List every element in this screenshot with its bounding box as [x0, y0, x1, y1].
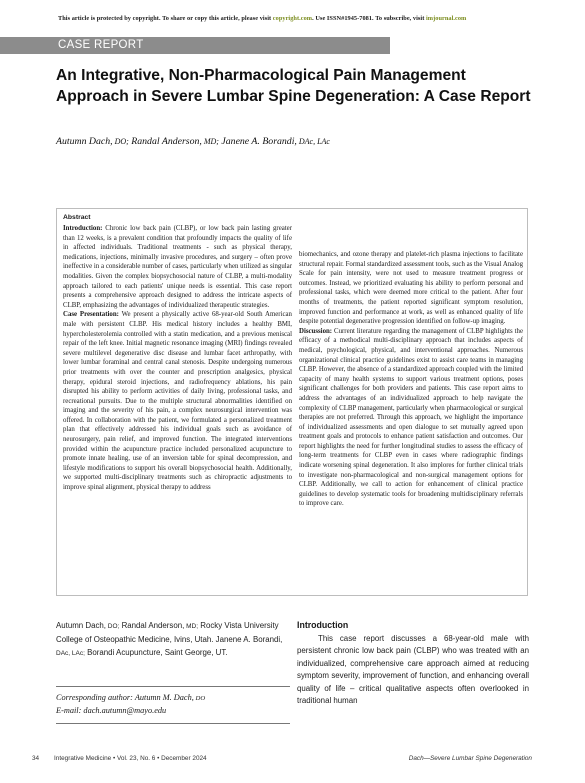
affil-institution-2: Borandi Acupuncture, Saint George, UT.: [84, 648, 228, 657]
case-subhead: Case Presentation:: [63, 311, 119, 319]
affil-institution-1: Rocky Vista University College of Osteopathic Medicine, Ivins, Utah. Janene A. Borandi,: [56, 621, 283, 644]
author-list: [56, 136, 536, 147]
page-number: 34: [32, 755, 40, 762]
notice-middle: . Use ISSN#1945-7081. To subscribe, visit: [312, 15, 426, 22]
abstract-heading: Abstract: [63, 214, 91, 221]
author-2: Randal Anderson,: [128, 136, 202, 147]
abstract-right-column: [299, 250, 523, 509]
discussion-subhead: Discussion:: [299, 327, 333, 335]
journal-citation: Integrative Medicine • Vol. 23, No. 6 • December 2024: [54, 755, 207, 762]
affil-name-2: Randal Anderson,: [119, 621, 185, 630]
affil-name-1: Autumn Dach,: [56, 621, 106, 630]
affil-cred-2: MD;: [184, 623, 199, 630]
article-title: An Integrative, Non-Pharmacological Pain Management Approach in Severe Lumbar Spine Degeneration: A Case Report: [56, 67, 531, 105]
case-continued-text: biomechanics, and ozone therapy and platelet-rich plasma injections to facilitate structural repair. Formal standardized assessment tools, such as the Visual Analog Scale for pain intensity, were not used to measure treatment progress or outcomes. Instead, we prioritized evaluating his ability to perform personal and professional tasks, which were deemed more critical to the patient. After four months of treatments, the patient reported significant symptom resolution, improved function and performance at work, as well as enhanced quality of life despite potential degenerative progression identified on follow-up imaging.: [299, 251, 523, 326]
divider: [56, 723, 290, 724]
case-abstract-text: We present a physically active 68-year-old South American male with persistent CLBP. His medical history includes a healthy BMI, hypercholesterolemia controlled with a statin medication, and a previous meniscal repair of the left knee. Initial magnetic resonance imaging (MRI) findings revealed severe multilevel degenerative disc disease and lumbar facet arthropathy, with lower lumbar foraminal and central canal stenosis. Despite undergoing numerous prior treatments with over the counter and prescription analgesics, physical therapy, epidural steroid injections, and radiofrequency ablations, his pain disrupted his ability to perform activities of daily living, professional tasks, and recreational pursuits. Due to the multiple structural abnormalities identified on imaging and the severity of his pain, a complex neurosurgical intervention was offered. In collaboration with the patient, we formulated a personalized treatment plan that effectively addressed his individual goals such as avoidance of neurosurgery, pain relief, and improved function. The integrated interventions provided within the acupuncture practice included personalized acupuncture to promote innate healing, use of an inversion table for spinal decompression, and lifestyle modifications to support his overall biopsychosocial health. Additionally, we supported multi-disciplinary treatments such as chiropractic adjustments to improve spinal alignment, physical therapy to address: [63, 311, 292, 492]
corresponding-email[interactable]: E-mail: dach.autumn@mayo.edu: [56, 706, 167, 715]
author-3: Janene A. Borandi,: [218, 136, 297, 147]
author-1-credential: DO;: [112, 137, 129, 146]
corresponding-author-name: Corresponding author: Autumn M. Dach,: [56, 693, 194, 702]
running-title: Dach—Severe Lumbar Spine Degeneration: [408, 755, 532, 762]
section-label: CASE REPORT: [58, 39, 144, 51]
notice-prefix: This article is protected by copyright. To share or copy this article, please visit: [58, 15, 273, 22]
copyright-notice: [58, 15, 528, 22]
copyright-link[interactable]: copyright.com: [272, 15, 313, 22]
introduction-heading: Introduction: [297, 620, 349, 630]
corresponding-author: [56, 692, 290, 705]
author-3-credential: DAc, LAc: [296, 137, 330, 146]
intro-abstract-text: Chronic low back pain (CLBP), or low back pain lasting greater than 12 weeks, is a prevalent condition that profoundly impacts the quality of life in affected individuals. Traditional treatments - such as physical therapy, medications, injections, minimally invasive procedures, and surgery – often prove ineffective in a considerable number of cases, particularly when utilized as singular modalities. Given the complex biopsychosocial nature of CLBP, a multi-modality approach tailored to each patients' unique needs is essential. This case report presents a comprehensive approach designed to address the intricate aspects of CLBP, emphasizing the advantages of individualized therapeutic strategies.: [63, 225, 292, 309]
abstract-box: [56, 208, 528, 596]
abstract-left-column: [63, 224, 292, 493]
section-label-bar: [0, 37, 390, 54]
introduction-paragraph: This case report discusses a 68-year-old male with persistent chronic low back pain (CLBP) who was treated with an individualized, comprehensive care approach aimed at reducing symptom severity, improvement of function, and enhancing overall quality of life – critical qualitative aspects often overlooked in traditional human: [297, 634, 529, 706]
subscribe-link[interactable]: imjournal.com: [426, 15, 467, 22]
affil-cred-3: DAc, LAc;: [56, 650, 85, 657]
intro-subhead: Introduction:: [63, 225, 103, 232]
corresponding-author-cred: DO: [193, 695, 206, 702]
author-affiliations: [56, 620, 290, 661]
author-2-credential: MD;: [201, 137, 219, 146]
author-1: Autumn Dach,: [56, 136, 113, 147]
correspondence: [56, 692, 290, 717]
divider: [56, 686, 290, 687]
discussion-abstract-text: Current literature regarding the management of CLBP highlights the efficacy of a methodical multi-disciplinary approach that includes aspects of medical, psychological, physical, and interventional approaches. Numerous organizational clinical practice guidelines exist to assist care teams in managing CLBP. However, the absence of a standardized approach coupled with the limited capacity of many health systems to support various treatment options, poses significant challenges for both providers and patients. This case report aims to address the advantages of an individualized approach to help navigate the complexity of CLBP management, particularly when pharmacological or surgical therapies are not preferred. Through this approach, we highlight the importance of individualized assessments and open dialogue to set mutually agreed upon treatment goals and protocols to enhance patient satisfaction and outcomes. Our report highlights the need for further longitudinal studies to assess the efficacy of long-term treatments for CLBP even in cases where radiographic findings indicate worsening spinal degeneration. It also implores for further clinical trials to investigate non-pharmacological and non-surgical management options for CLBP. Additionally, we call to action for enhancement of clinical practice guidelines to develop systematic tools for broadening multidisciplinary referrals to improve care.: [299, 327, 523, 508]
affil-cred-1: DO;: [106, 623, 120, 630]
